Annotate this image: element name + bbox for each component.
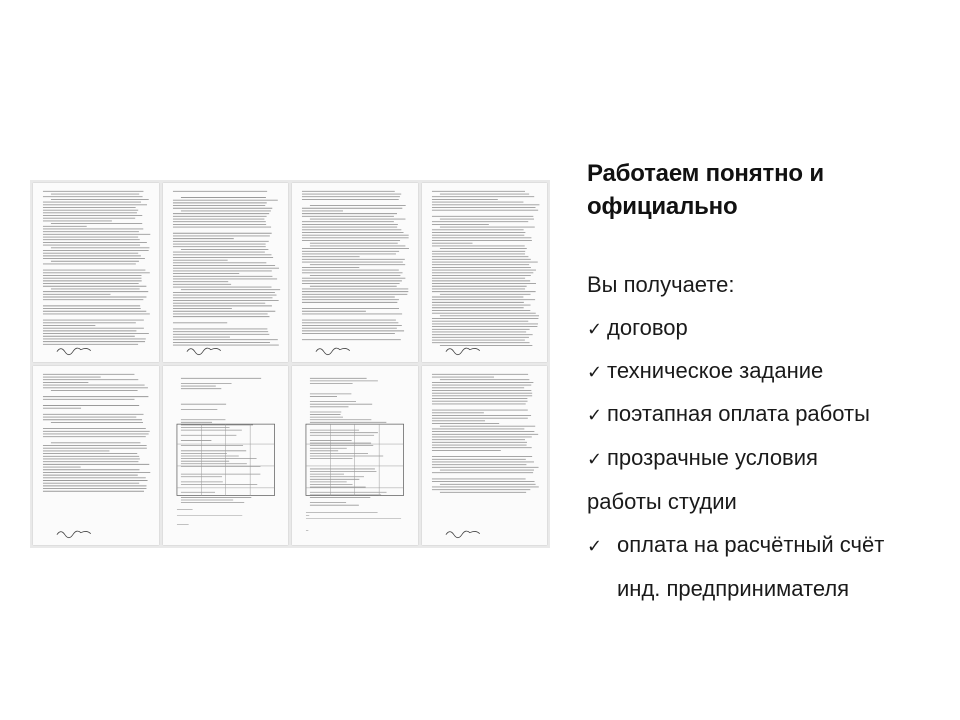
list-item-account-cont: [617, 574, 849, 604]
section-heading: Работаем понятно и официально: [587, 160, 824, 220]
list-item-label: техническое задание: [607, 358, 824, 383]
document-page-5: [33, 366, 159, 545]
list-item-label: оплата на расчётный счёт: [617, 532, 885, 557]
list-item-conditions: [587, 443, 818, 474]
intro-text: Вы получаете:: [587, 272, 735, 297]
page-text-lines: [422, 183, 548, 362]
page-table: [163, 366, 289, 545]
list-item-spec: [587, 356, 823, 387]
list-item-contract: [587, 313, 688, 344]
list-item-payment: [587, 399, 870, 430]
list-item-label: договор: [607, 315, 688, 340]
check-icon: ✓: [587, 362, 603, 382]
page-text-lines: [163, 183, 289, 362]
list-item-label: работы студии: [587, 489, 737, 514]
page-text-lines: [33, 183, 159, 362]
list-item-label: прозрачные условия: [607, 445, 818, 470]
check-icon: ✓: [587, 536, 603, 556]
document-page-6: [163, 366, 289, 545]
check-icon: ✓: [587, 405, 603, 425]
check-icon: ✓: [587, 449, 603, 469]
document-page-1: [33, 183, 159, 362]
page-text-lines: [422, 366, 548, 545]
page-table: [292, 366, 418, 545]
list-item-conditions-cont: [587, 487, 737, 517]
list-item-label: поэтапная оплата работы: [607, 401, 870, 426]
document-page-3: [292, 183, 418, 362]
list-item-account: [587, 530, 884, 561]
check-icon: ✓: [587, 319, 603, 339]
document-page-4: [422, 183, 548, 362]
list-item-label: инд. предпринимателя: [617, 576, 850, 601]
contract-document-preview: [30, 180, 550, 548]
document-page-8: [422, 366, 548, 545]
document-page-7: [292, 366, 418, 545]
page-text-lines: [33, 366, 159, 545]
page-text-lines: [292, 183, 418, 362]
document-page-2: [163, 183, 289, 362]
